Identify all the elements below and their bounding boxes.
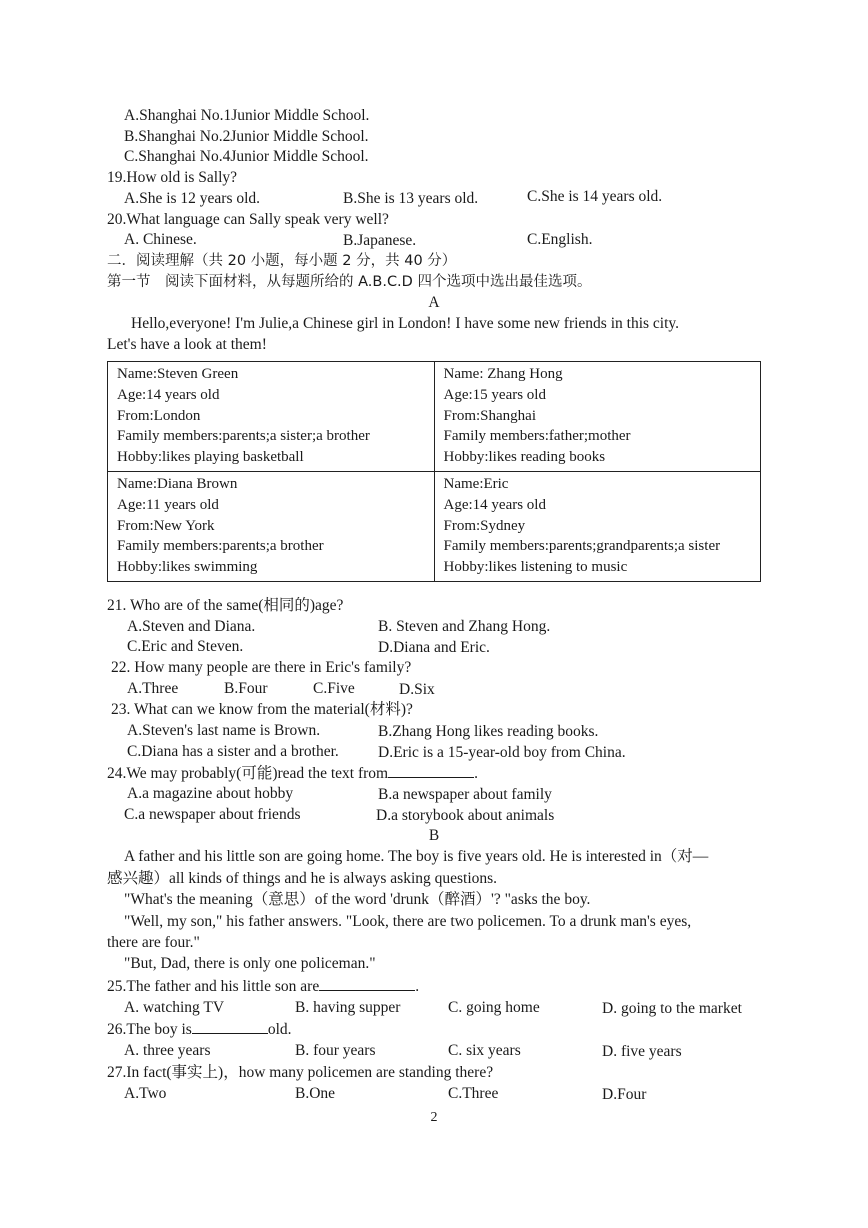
friends-info-table (107, 361, 761, 582)
answer-blank (319, 976, 415, 991)
passage-b-p1-line1: A father and his little son are going home. The boy is five years old. He is interested in（对— (124, 848, 709, 865)
q25-question (107, 976, 419, 997)
q24-option-a: A.a magazine about hobby (127, 785, 294, 802)
q22-option-b: B.Four (224, 680, 268, 697)
friend-card-eric (434, 471, 761, 581)
q22-option-c: C.Five (313, 680, 355, 697)
q24-question (107, 763, 478, 784)
card-age: Age:11 years old (117, 496, 219, 513)
card-age: Age:14 years old (443, 496, 546, 513)
q25-option-b: B. having supper (295, 999, 401, 1016)
q24-question-text: 24.We may probably(可能)read the text from (107, 765, 389, 782)
q25-option-a: A. watching TV (124, 999, 225, 1016)
card-name: Name:Diana Brown (117, 475, 238, 492)
card-from: From:Shanghai (443, 407, 536, 424)
q26-question-text: 26.The boy is (107, 1021, 192, 1038)
passage-b-label: B (428, 827, 440, 844)
q24-option-d: D.a storybook about animals (376, 807, 555, 824)
q18-option-b: B.Shanghai No.2Junior Middle School. (124, 128, 369, 145)
q23-option-b: B.Zhang Hong likes reading books. (378, 723, 599, 740)
q21-option-d: D.Diana and Eric. (378, 639, 490, 656)
q19-option-b: B.She is 13 years old. (343, 190, 479, 207)
card-family: Family members:parents;a brother (117, 538, 324, 555)
q21-option-b: B. Steven and Zhang Hong. (378, 618, 551, 635)
card-hobby: Hobby:likes reading books (443, 449, 606, 466)
q27-option-d: D.Four (602, 1086, 647, 1103)
q27-question: 27.In fact(事实上)，how many policemen are standing there? (107, 1064, 494, 1081)
card-hobby: Hobby:likes swimming (117, 559, 258, 576)
q24-question-end: . (474, 765, 478, 782)
q23-option-c: C.Diana has a sister and a brother. (127, 743, 339, 760)
q26-option-d: D. five years (602, 1043, 682, 1060)
q27-option-a: A.Two (124, 1085, 167, 1102)
card-family: Family members:father;mother (443, 428, 631, 445)
q25-question-end: . (415, 978, 420, 995)
card-hobby: Hobby:likes playing basketball (117, 449, 304, 466)
passage-b-p4: "But, Dad, there is only one policeman." (124, 955, 376, 972)
answer-blank (388, 763, 474, 778)
q25-option-c: C. going home (448, 999, 540, 1016)
answer-blank (192, 1019, 268, 1034)
q23-question: 23. What can we know from the material(材料)? (111, 701, 413, 718)
q21-question: 21. Who are of the same(相同的)age? (107, 597, 344, 614)
q26-question-end: old. (267, 1021, 292, 1038)
q19-question: 19.How old is Sally? (107, 169, 238, 186)
q22-question: 22. How many people are there in Eric's family? (111, 659, 412, 676)
q18-option-c: C.Shanghai No.4Junior Middle School. (124, 148, 369, 165)
passage-a-intro-line2: Let's have a look at them! (107, 336, 267, 353)
card-family: Family members:parents;a sister;a brother (117, 428, 370, 445)
friend-card-diana (108, 471, 435, 581)
q19-option-a: A.She is 12 years old. (124, 190, 261, 207)
q26-option-b: B. four years (295, 1042, 376, 1059)
page-number: 2 (430, 1110, 438, 1125)
section-heading: 二．阅读理解（共 20 小题，每小题 2 分，共 40 分） (107, 253, 457, 269)
q24-option-b: B.a newspaper about family (378, 786, 552, 803)
q20-option-a: A. Chinese. (124, 231, 197, 248)
q22-option-d: D.Six (399, 681, 435, 698)
q23-option-d: D.Eric is a 15-year-old boy from China. (378, 744, 626, 761)
q25-option-d: D. going to the market (602, 1000, 742, 1017)
card-family: Family members:parents;grandparents;a sister (443, 538, 721, 555)
card-name: Name:Eric (443, 475, 509, 492)
friend-card-zhang-hong (434, 362, 761, 472)
card-age: Age:14 years old (117, 386, 220, 403)
q19-option-c: C.She is 14 years old. (527, 188, 663, 205)
q20-question: 20.What language can Sally speak very well? (107, 211, 389, 228)
card-hobby: Hobby:likes listening to music (443, 559, 628, 576)
passage-a-label: A (428, 294, 440, 311)
q18-option-a: A.Shanghai No.1Junior Middle School. (124, 107, 370, 124)
passage-b-p1-line2: 感兴趣）all kinds of things and he is always asking questions. (107, 870, 498, 887)
q26-option-c: C. six years (448, 1042, 521, 1059)
q20-option-c: C.English. (527, 231, 593, 248)
q23-option-a: A.Steven's last name is Brown. (127, 722, 321, 739)
q22-option-a: A.Three (127, 680, 179, 697)
section-instruction: 第一节 阅读下面材料，从每题所给的 A.B.C.D 四个选项中选出最佳选项。 (107, 274, 592, 290)
q26-question (107, 1019, 292, 1040)
card-age: Age:15 years old (443, 386, 546, 403)
q25-question-text: 25.The father and his little son are (107, 978, 320, 995)
friend-card-steven (108, 362, 435, 472)
card-from: From:Sydney (443, 517, 526, 534)
card-name: Name: Zhang Hong (443, 366, 563, 382)
q27-option-c: C.Three (448, 1085, 499, 1102)
card-from: From:New York (117, 517, 215, 534)
q20-option-b: B.Japanese. (343, 232, 417, 249)
card-from: From:London (117, 407, 201, 424)
q21-option-a: A.Steven and Diana. (127, 618, 256, 635)
passage-b-p3-line1: "Well, my son," his father answers. "Look, there are two policemen. To a drunk man's eyes, (124, 913, 692, 930)
q27-option-b: B.One (295, 1085, 336, 1102)
passage-a-intro-line1: Hello,everyone! I'm Julie,a Chinese girl in London! I have some new friends in this city. (131, 315, 680, 332)
q21-option-c: C.Eric and Steven. (127, 638, 244, 655)
q26-option-a: A. three years (124, 1042, 211, 1059)
card-name: Name:Steven Green (117, 366, 239, 382)
passage-b-p2: "What's the meaning（意思）of the word 'drunk（醉酒）'? "asks the boy. (124, 891, 591, 908)
passage-b-p3-line2: there are four." (107, 934, 200, 951)
q24-option-c: C.a newspaper about friends (124, 806, 301, 823)
